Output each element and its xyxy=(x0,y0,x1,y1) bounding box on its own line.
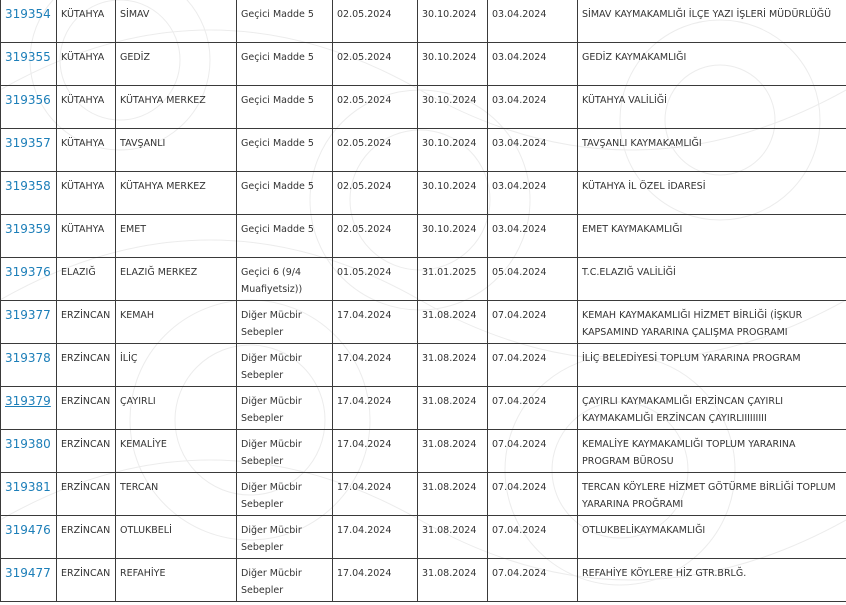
record-id-link[interactable]: 319476 xyxy=(5,523,51,537)
request-date-cell: 07.04.2024 xyxy=(488,387,578,430)
start-date-cell: 17.04.2024 xyxy=(333,473,418,516)
district-cell: SİMAV xyxy=(116,0,237,43)
record-id-link[interactable]: 319380 xyxy=(5,437,51,451)
start-date-cell: 02.05.2024 xyxy=(333,129,418,172)
end-date-cell: 31.08.2024 xyxy=(418,301,488,344)
district-cell: ÇAYIRLI xyxy=(116,387,237,430)
institution-cell: TAVŞANLI KAYMAKAMLIĞI xyxy=(578,129,846,172)
end-date-cell: 31.08.2024 xyxy=(418,559,488,602)
id-cell xyxy=(1,43,57,86)
city-cell: KÜTAHYA xyxy=(57,43,116,86)
table-row xyxy=(1,0,846,43)
request-date-cell: 07.04.2024 xyxy=(488,344,578,387)
city-cell: ERZİNCAN xyxy=(57,559,116,602)
id-cell xyxy=(1,0,57,43)
type-cell: Geçici Madde 5 xyxy=(237,43,333,86)
type-cell: Geçici Madde 5 xyxy=(237,86,333,129)
district-cell: EMET xyxy=(116,215,237,258)
city-cell: ERZİNCAN xyxy=(57,344,116,387)
id-cell xyxy=(1,516,57,559)
table-row xyxy=(1,172,846,215)
type-cell: Geçici Madde 5 xyxy=(237,215,333,258)
start-date-cell: 17.04.2024 xyxy=(333,387,418,430)
table-row xyxy=(1,473,846,516)
district-cell: OTLUKBELİ xyxy=(116,516,237,559)
start-date-cell: 02.05.2024 xyxy=(333,0,418,43)
type-cell: Diğer Mücbir Sebepler xyxy=(237,516,333,559)
type-cell: Geçici 6 (9/4 Muafiyetsiz)) xyxy=(237,258,333,301)
end-date-cell: 31.08.2024 xyxy=(418,516,488,559)
type-cell: Diğer Mücbir Sebepler xyxy=(237,473,333,516)
request-date-cell: 03.04.2024 xyxy=(488,43,578,86)
table-row xyxy=(1,43,846,86)
record-id-link[interactable]: 319381 xyxy=(5,480,51,494)
end-date-cell: 30.10.2024 xyxy=(418,86,488,129)
institution-cell: KEMAH KAYMAKAMLIĞI HİZMET BİRLİĞİ (İŞKUR KAPSAMIND YARARINA ÇALIŞMA PROGRAMI xyxy=(578,301,846,344)
table-row xyxy=(1,86,846,129)
district-cell: KÜTAHYA MERKEZ xyxy=(116,172,237,215)
id-cell xyxy=(1,172,57,215)
start-date-cell: 02.05.2024 xyxy=(333,215,418,258)
id-cell xyxy=(1,129,57,172)
end-date-cell: 30.10.2024 xyxy=(418,172,488,215)
request-date-cell: 07.04.2024 xyxy=(488,473,578,516)
end-date-cell: 31.08.2024 xyxy=(418,473,488,516)
institution-cell: REFAHİYE KÖYLERE HİZ GTR.BRLĞ. xyxy=(578,559,846,602)
type-cell: Geçici Madde 5 xyxy=(237,0,333,43)
id-cell xyxy=(1,430,57,473)
end-date-cell: 30.10.2024 xyxy=(418,43,488,86)
record-id-link[interactable]: 319477 xyxy=(5,566,51,580)
district-cell: REFAHİYE xyxy=(116,559,237,602)
record-id-link[interactable]: 319354 xyxy=(5,7,51,21)
district-cell: TERCAN xyxy=(116,473,237,516)
institution-cell: SİMAV KAYMAKAMLIĞI İLÇE YAZI İŞLERİ MÜDÜRLÜĞÜ xyxy=(578,0,846,43)
request-date-cell: 03.04.2024 xyxy=(488,215,578,258)
institution-cell: T.C.ELAZIĞ VALİLİĞİ xyxy=(578,258,846,301)
end-date-cell: 30.10.2024 xyxy=(418,129,488,172)
institution-cell: ÇAYIRLI KAYMAKAMLIĞI ERZİNCAN ÇAYIRLI KAYMAKAMLIĞI ERZİNCAN ÇAYIRLIIIIIIIII xyxy=(578,387,846,430)
city-cell: ERZİNCAN xyxy=(57,387,116,430)
request-date-cell: 07.04.2024 xyxy=(488,301,578,344)
institution-cell: TERCAN KÖYLERE HİZMET GÖTÜRME BİRLİĞİ TOPLUM YARARINA PROĞRAMI xyxy=(578,473,846,516)
type-cell: Geçici Madde 5 xyxy=(237,129,333,172)
record-id-link[interactable]: 319377 xyxy=(5,308,51,322)
id-cell xyxy=(1,215,57,258)
city-cell: KÜTAHYA xyxy=(57,215,116,258)
record-id-link[interactable]: 319378 xyxy=(5,351,51,365)
city-cell: ERZİNCAN xyxy=(57,516,116,559)
type-cell: Diğer Mücbir Sebepler xyxy=(237,301,333,344)
type-cell: Diğer Mücbir Sebepler xyxy=(237,344,333,387)
record-id-link[interactable]: 319376 xyxy=(5,265,51,279)
end-date-cell: 30.10.2024 xyxy=(418,0,488,43)
id-cell xyxy=(1,344,57,387)
table-row xyxy=(1,430,846,473)
table-row xyxy=(1,387,846,430)
city-cell: ERZİNCAN xyxy=(57,301,116,344)
start-date-cell: 17.04.2024 xyxy=(333,559,418,602)
record-id-link[interactable]: 319356 xyxy=(5,93,51,107)
district-cell: İLİÇ xyxy=(116,344,237,387)
request-date-cell: 07.04.2024 xyxy=(488,559,578,602)
type-cell: Diğer Mücbir Sebepler xyxy=(237,430,333,473)
request-date-cell: 03.04.2024 xyxy=(488,0,578,43)
id-cell xyxy=(1,559,57,602)
request-date-cell: 03.04.2024 xyxy=(488,172,578,215)
city-cell: ELAZIĞ xyxy=(57,258,116,301)
type-cell: Diğer Mücbir Sebepler xyxy=(237,559,333,602)
city-cell: KÜTAHYA xyxy=(57,129,116,172)
end-date-cell: 31.08.2024 xyxy=(418,430,488,473)
request-date-cell: 03.04.2024 xyxy=(488,86,578,129)
district-cell: ELAZIĞ MERKEZ xyxy=(116,258,237,301)
type-cell: Geçici Madde 5 xyxy=(237,172,333,215)
end-date-cell: 31.08.2024 xyxy=(418,344,488,387)
institution-cell: OTLUKBELİKAYMAKAMLIĞI xyxy=(578,516,846,559)
start-date-cell: 02.05.2024 xyxy=(333,86,418,129)
city-cell: ERZİNCAN xyxy=(57,430,116,473)
request-date-cell: 07.04.2024 xyxy=(488,430,578,473)
city-cell: KÜTAHYA xyxy=(57,86,116,129)
institution-cell: KÜTAHYA İL ÖZEL İDARESİ xyxy=(578,172,846,215)
end-date-cell: 30.10.2024 xyxy=(418,215,488,258)
table-row xyxy=(1,129,846,172)
district-cell: KEMAH xyxy=(116,301,237,344)
table-row xyxy=(1,258,846,301)
record-id-link[interactable]: 319379 xyxy=(5,394,51,408)
start-date-cell: 02.05.2024 xyxy=(333,172,418,215)
record-id-link[interactable]: 319355 xyxy=(5,50,51,64)
district-cell: KEMALİYE xyxy=(116,430,237,473)
institution-cell: EMET KAYMAKAMLIĞI xyxy=(578,215,846,258)
end-date-cell: 31.08.2024 xyxy=(418,387,488,430)
table-row xyxy=(1,301,846,344)
institution-cell: KÜTAHYA VALİLİĞİ xyxy=(578,86,846,129)
table-row xyxy=(1,344,846,387)
table-row xyxy=(1,516,846,559)
end-date-cell: 31.01.2025 xyxy=(418,258,488,301)
district-cell: TAVŞANLI xyxy=(116,129,237,172)
record-id-link[interactable]: 319357 xyxy=(5,136,51,150)
district-cell: KÜTAHYA MERKEZ xyxy=(116,86,237,129)
city-cell: KÜTAHYA xyxy=(57,172,116,215)
type-cell: Diğer Mücbir Sebepler xyxy=(237,387,333,430)
table-body xyxy=(1,0,846,602)
start-date-cell: 17.04.2024 xyxy=(333,516,418,559)
id-cell xyxy=(1,473,57,516)
table-row xyxy=(1,559,846,602)
start-date-cell: 01.05.2024 xyxy=(333,258,418,301)
request-date-cell: 05.04.2024 xyxy=(488,258,578,301)
start-date-cell: 17.04.2024 xyxy=(333,344,418,387)
district-cell: GEDİZ xyxy=(116,43,237,86)
institution-cell: GEDİZ KAYMAKAMLIĞI xyxy=(578,43,846,86)
id-cell xyxy=(1,387,57,430)
request-date-cell: 07.04.2024 xyxy=(488,516,578,559)
table-row xyxy=(1,215,846,258)
request-date-cell: 03.04.2024 xyxy=(488,129,578,172)
start-date-cell: 17.04.2024 xyxy=(333,430,418,473)
record-id-link[interactable]: 319358 xyxy=(5,179,51,193)
id-cell xyxy=(1,301,57,344)
record-id-link[interactable]: 319359 xyxy=(5,222,51,236)
id-cell xyxy=(1,258,57,301)
start-date-cell: 17.04.2024 xyxy=(333,301,418,344)
id-cell xyxy=(1,86,57,129)
institution-cell: İLİÇ BELEDİYESİ TOPLUM YARARINA PROGRAM xyxy=(578,344,846,387)
start-date-cell: 02.05.2024 xyxy=(333,43,418,86)
city-cell: ERZİNCAN xyxy=(57,473,116,516)
city-cell: KÜTAHYA xyxy=(57,0,116,43)
institution-cell: KEMALİYE KAYMAKAMLIĞI TOPLUM YARARINA PROGRAM BÜROSU xyxy=(578,430,846,473)
